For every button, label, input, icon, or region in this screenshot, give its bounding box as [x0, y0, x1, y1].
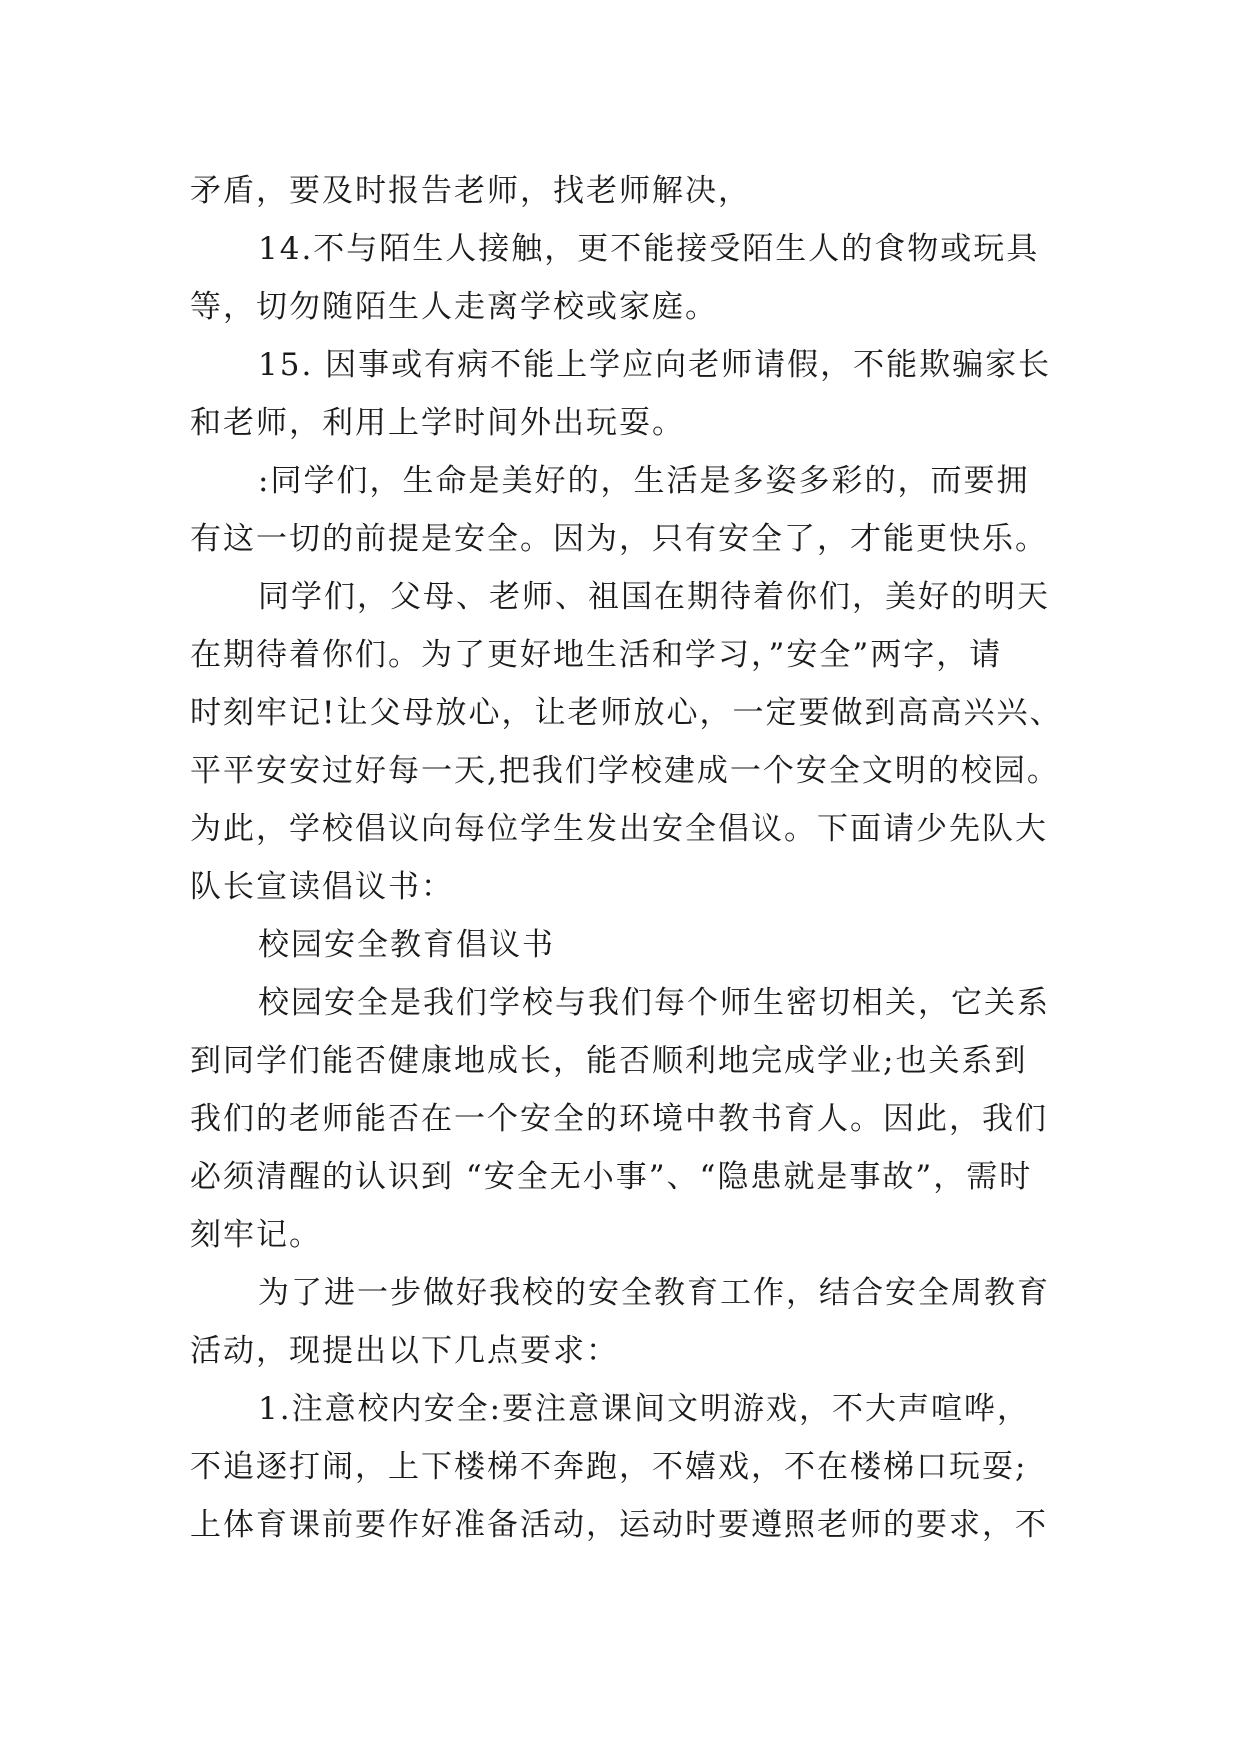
text-line: 刻牢记。 — [190, 1217, 322, 1253]
text-line: 1.注意校内安全:要注意课间文明游戏，不大声喧哗， — [258, 1391, 1031, 1427]
text-line: 为了进一步做好我校的安全教育工作，结合安全周教育 — [258, 1275, 1050, 1311]
text-line: :同学们，生命是美好的，生活是多姿多彩的，而要拥 — [258, 463, 1030, 499]
text-line: 等，切勿随陌生人走离学校或家庭。 — [190, 289, 718, 325]
text-line: 校园安全教育倡议书 — [258, 927, 555, 963]
text-line: 校园安全是我们学校与我们每个师生密切相关，它关系 — [258, 985, 1050, 1021]
text-line: 平平安安过好每一天,把我们学校建成一个安全文明的校园。 — [190, 753, 1060, 789]
text-line: 时刻牢记!让父母放心，让老师放心，一定要做到高高兴兴、 — [190, 695, 1063, 731]
text-line: 必须清醒的认识到 “安全无小事”、“隐患就是事故”，需时 — [190, 1159, 1033, 1195]
text-line: 上体育课前要作好准备活动，运动时要遵照老师的要求，不 — [190, 1507, 1048, 1543]
text-line: 为此，学校倡议向每位学生发出安全倡议。下面请少先队大 — [190, 811, 1048, 847]
text-line: 有这一切的前提是安全。因为，只有安全了，才能更快乐。 — [190, 521, 1048, 557]
text-line: 我们的老师能否在一个安全的环境中教书育人。因此，我们 — [190, 1101, 1048, 1137]
document-body — [190, 162, 1063, 1554]
text-line: 同学们，父母、老师、祖国在期待着你们，美好的明天 — [258, 579, 1050, 615]
text-line: 不追逐打闹，上下楼梯不奔跑，不嬉戏，不在楼梯口玩耍; — [190, 1449, 1028, 1485]
text-line: 在期待着你们。为了更好地生活和学习，”安全”两字，请 — [190, 637, 1003, 673]
text-line: 和老师，利用上学时间外出玩耍。 — [190, 405, 685, 441]
text-line: 15. 因事或有病不能上学应向老师请假，不能欺骗家长 — [258, 347, 1052, 383]
text-line: 矛盾，要及时报告老师，找老师解决， — [190, 173, 751, 209]
text-line: 到同学们能否健康地成长，能否顺利地完成学业;也关系到 — [190, 1043, 1028, 1079]
text-line: 队长宣读倡议书： — [190, 869, 454, 905]
text-line: 活动，现提出以下几点要求： — [190, 1333, 619, 1369]
text-line: 14.不与陌生人接触，更不能接受陌生人的食物或玩具 — [258, 231, 1040, 267]
